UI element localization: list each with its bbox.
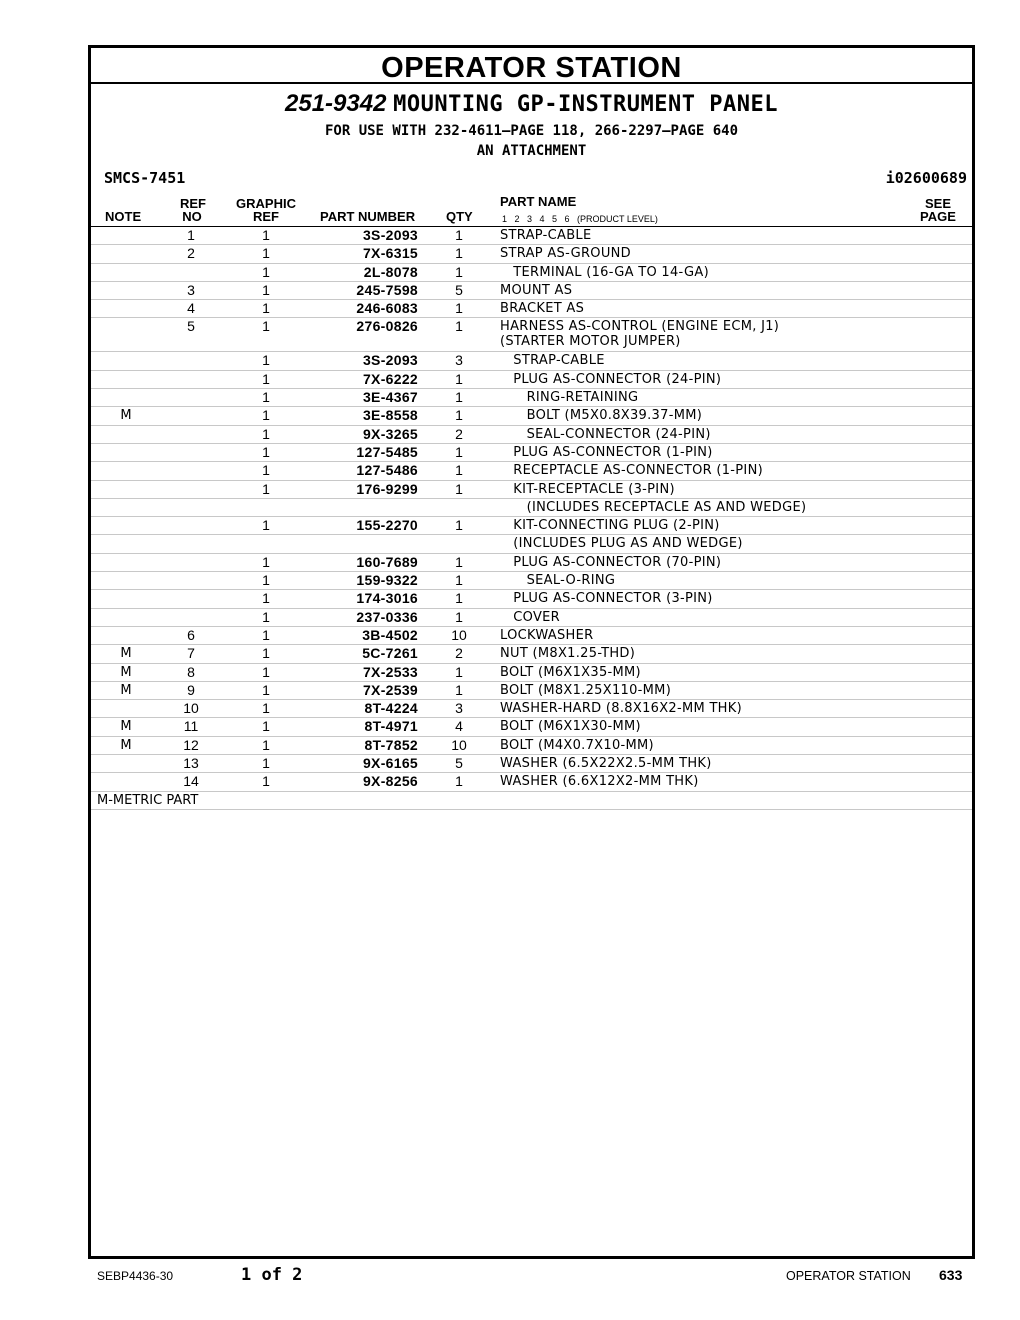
table-row bbox=[91, 444, 972, 462]
qty-cell: 3 bbox=[455, 352, 463, 369]
part-name-cell: BOLT (M6X1X30-MM) bbox=[500, 719, 641, 735]
ref-no-cell: 10 bbox=[183, 700, 199, 717]
col-graphic-top: GRAPHIC bbox=[236, 196, 296, 211]
table-row bbox=[91, 682, 972, 700]
table-row bbox=[91, 755, 972, 773]
table-row bbox=[91, 517, 972, 535]
qty-cell: 1 bbox=[455, 263, 463, 280]
ref-no-cell: 13 bbox=[183, 755, 199, 772]
part-number-cell: 155-2270 bbox=[356, 517, 418, 534]
graphic-ref-cell: 1 bbox=[262, 718, 270, 735]
part-name-cell: PLUG AS-CONNECTOR (1-PIN) bbox=[500, 444, 713, 460]
part-name-cell: SEAL-O-RING bbox=[500, 573, 616, 589]
note-cell: M bbox=[120, 682, 132, 698]
qty-cell: 3 bbox=[455, 700, 463, 717]
qty-cell: 1 bbox=[455, 462, 463, 479]
table-row bbox=[91, 627, 972, 645]
part-name-cell: WASHER-HARD (8.8X16X2-MM THK) bbox=[500, 701, 742, 717]
part-number-cell: 160-7689 bbox=[356, 553, 418, 570]
part-number-cell: 3E-8558 bbox=[362, 407, 418, 424]
table-row bbox=[91, 499, 972, 517]
qty-cell: 1 bbox=[455, 370, 463, 387]
part-name-cell: NUT (M8X1.25-THD) bbox=[500, 646, 636, 662]
part-name-cell: (INCLUDES RECEPTACLE AS AND WEDGE) bbox=[500, 499, 807, 515]
doc-id: SEBP4436-30 bbox=[97, 1269, 174, 1283]
part-number-cell: 7X-6315 bbox=[362, 245, 418, 262]
part-number-cell: 7X-2533 bbox=[362, 663, 418, 680]
graphic-ref-cell: 1 bbox=[262, 773, 270, 790]
table-row bbox=[91, 572, 972, 590]
table-row bbox=[91, 300, 972, 318]
part-name-continuation: (STARTER MOTOR JUMPER) bbox=[500, 334, 681, 350]
qty-cell: 1 bbox=[455, 480, 463, 497]
part-number-cell: 3S-2093 bbox=[362, 227, 418, 243]
ref-no-cell: 3 bbox=[187, 281, 195, 298]
parts-list-frame bbox=[88, 45, 975, 1259]
footer-section-name: OPERATOR STATION bbox=[786, 1269, 911, 1283]
table-row bbox=[91, 264, 972, 282]
table-row bbox=[91, 590, 972, 608]
graphic-ref-cell: 1 bbox=[262, 626, 270, 643]
part-name-cell: PLUG AS-CONNECTOR (70-PIN) bbox=[500, 554, 722, 570]
table-row bbox=[91, 371, 972, 389]
part-number-cell: 8T-4224 bbox=[364, 700, 418, 717]
graphic-ref-cell: 1 bbox=[262, 480, 270, 497]
note-cell: M bbox=[120, 646, 132, 662]
page-count: 1 of 2 bbox=[241, 1265, 303, 1285]
part-name-cell: HARNESS AS-CONTROL (ENGINE ECM, J1) bbox=[500, 319, 780, 335]
part-name-cell: PLUG AS-CONNECTOR (3-PIN) bbox=[500, 591, 713, 607]
graphic-ref-cell: 1 bbox=[262, 681, 270, 698]
graphic-ref-cell: 1 bbox=[262, 590, 270, 607]
part-number-cell: 159-9322 bbox=[356, 572, 418, 589]
group-name: MOUNTING GP-INSTRUMENT PANEL bbox=[393, 92, 778, 117]
part-number-cell: 5C-7261 bbox=[362, 645, 418, 662]
part-name-cell: BOLT (M6X1X35-MM) bbox=[500, 664, 641, 680]
qty-cell: 1 bbox=[455, 227, 463, 243]
qty-cell: 2 bbox=[455, 425, 463, 442]
smcs-code: SMCS-7451 bbox=[104, 169, 186, 187]
table-row bbox=[91, 535, 972, 553]
part-number-cell: 176-9299 bbox=[356, 480, 418, 497]
part-name-cell: KIT-CONNECTING PLUG (2-PIN) bbox=[500, 518, 720, 534]
part-number-cell: 3B-4502 bbox=[362, 626, 418, 643]
part-number-cell: 246-6083 bbox=[356, 300, 418, 317]
part-name-cell: STRAP-CABLE bbox=[500, 353, 605, 369]
table-row bbox=[91, 718, 972, 736]
table-row bbox=[91, 645, 972, 663]
qty-cell: 1 bbox=[455, 389, 463, 406]
qty-cell: 1 bbox=[455, 318, 463, 335]
table-row bbox=[91, 481, 972, 499]
part-name-cell: BRACKET AS bbox=[500, 301, 585, 317]
graphic-ref-cell: 1 bbox=[262, 227, 270, 243]
page-number: 633 bbox=[939, 1267, 963, 1283]
part-name-cell: LOCKWASHER bbox=[500, 627, 594, 643]
graphic-ref-cell: 1 bbox=[262, 407, 270, 424]
ref-no-cell: 1 bbox=[187, 227, 195, 243]
illustration-ref: i02600689 bbox=[885, 169, 967, 187]
qty-cell: 4 bbox=[455, 718, 463, 735]
ref-no-cell: 11 bbox=[183, 718, 199, 735]
graphic-ref-cell: 1 bbox=[262, 462, 270, 479]
part-name-cell: SEAL-CONNECTOR (24-PIN) bbox=[500, 426, 711, 442]
part-number-cell: 127-5486 bbox=[356, 462, 418, 479]
part-name-cell: WASHER (6.5X22X2.5-MM THK) bbox=[500, 756, 712, 772]
graphic-ref-cell: 1 bbox=[262, 245, 270, 262]
part-name-cell: BOLT (M4X0.7X10-MM) bbox=[500, 737, 654, 753]
part-number-cell: 2L-8078 bbox=[363, 263, 418, 280]
graphic-ref-cell: 1 bbox=[262, 608, 270, 625]
qty-cell: 1 bbox=[455, 245, 463, 262]
part-number-cell: 276-0826 bbox=[356, 318, 418, 335]
col-part-number: PART NUMBER bbox=[320, 209, 416, 224]
graphic-ref-cell: 1 bbox=[262, 645, 270, 662]
note-cell: M bbox=[120, 664, 132, 680]
metric-footnote: M-METRIC PART bbox=[91, 792, 972, 810]
graphic-ref-cell: 1 bbox=[262, 553, 270, 570]
parts-table-body bbox=[91, 227, 972, 810]
qty-cell: 1 bbox=[455, 553, 463, 570]
part-name-cell: STRAP-CABLE bbox=[500, 228, 592, 243]
part-number-cell: 237-0336 bbox=[356, 608, 418, 625]
table-row bbox=[91, 737, 972, 755]
table-row bbox=[91, 389, 972, 407]
use-with-line: FOR USE WITH 232-4611—PAGE 118, 266-2297—PAGE 640 bbox=[324, 123, 738, 139]
graphic-ref-cell: 1 bbox=[262, 263, 270, 280]
ref-no-cell: 2 bbox=[187, 245, 195, 262]
part-name-cell: PLUG AS-CONNECTOR (24-PIN) bbox=[500, 371, 722, 387]
col-graphic-bottom: REF bbox=[253, 209, 279, 224]
col-note: NOTE bbox=[105, 209, 142, 224]
table-row bbox=[91, 773, 972, 791]
col-see-top: SEE bbox=[924, 196, 951, 211]
qty-cell: 10 bbox=[451, 736, 467, 753]
col-qty: QTY bbox=[446, 209, 473, 224]
part-number-cell: 8T-7852 bbox=[364, 736, 418, 753]
note-cell: M bbox=[120, 737, 132, 753]
graphic-ref-cell: 1 bbox=[262, 281, 270, 298]
graphic-ref-cell: 1 bbox=[262, 443, 270, 460]
ref-no-cell: 14 bbox=[183, 773, 199, 790]
col-ref-bottom: NO bbox=[182, 209, 202, 224]
graphic-ref-cell: 1 bbox=[262, 370, 270, 387]
attachment-line: AN ATTACHMENT bbox=[476, 143, 587, 159]
part-name-cell: STRAP AS-GROUND bbox=[500, 246, 631, 262]
graphic-ref-cell: 1 bbox=[262, 300, 270, 317]
graphic-ref-cell: 1 bbox=[262, 318, 270, 335]
part-number-cell: 8T-4971 bbox=[364, 718, 418, 735]
graphic-ref-cell: 1 bbox=[262, 389, 270, 406]
part-name-cell: RING-RETAINING bbox=[500, 390, 639, 406]
graphic-ref-cell: 1 bbox=[262, 736, 270, 753]
group-heading bbox=[91, 90, 972, 118]
ref-no-cell: 9 bbox=[187, 681, 195, 698]
ref-no-cell: 7 bbox=[187, 645, 195, 662]
section-title: OPERATOR STATION bbox=[91, 48, 972, 84]
qty-cell: 1 bbox=[455, 608, 463, 625]
table-header bbox=[91, 193, 972, 227]
part-number-cell: 7X-6222 bbox=[362, 370, 418, 387]
table-row bbox=[91, 227, 972, 245]
table-row bbox=[91, 245, 972, 263]
graphic-ref-cell: 1 bbox=[262, 352, 270, 369]
graphic-ref-cell: 1 bbox=[262, 755, 270, 772]
part-name-cell: TERMINAL (16-GA TO 14-GA) bbox=[500, 264, 709, 280]
ref-no-cell: 4 bbox=[187, 300, 195, 317]
table-row bbox=[91, 700, 972, 718]
part-number-cell: 245-7598 bbox=[356, 281, 418, 298]
part-number-cell: 3S-2093 bbox=[362, 352, 418, 369]
table-row bbox=[91, 554, 972, 572]
note-cell: M bbox=[120, 408, 132, 424]
graphic-ref-cell: 1 bbox=[262, 517, 270, 534]
part-name-cell: BOLT (M8X1.25X110-MM) bbox=[500, 682, 672, 698]
part-number-cell: 3E-4367 bbox=[362, 389, 418, 406]
part-name-cell: COVER bbox=[500, 609, 561, 625]
col-ref-top: REF bbox=[180, 196, 206, 211]
part-number-cell: 9X-3265 bbox=[362, 425, 418, 442]
group-part-number: 251-9342 bbox=[285, 90, 387, 117]
qty-cell: 1 bbox=[455, 443, 463, 460]
col-part-name: PART NAME bbox=[500, 194, 577, 209]
table-row bbox=[91, 609, 972, 627]
qty-cell: 1 bbox=[455, 407, 463, 424]
table-row bbox=[91, 462, 972, 480]
part-number-cell: 9X-6165 bbox=[362, 755, 418, 772]
qty-cell: 5 bbox=[455, 281, 463, 298]
part-name-cell: (INCLUDES PLUG AS AND WEDGE) bbox=[500, 536, 743, 552]
part-number-cell: 9X-8256 bbox=[362, 773, 418, 790]
graphic-ref-cell: 1 bbox=[262, 572, 270, 589]
part-number-cell: 127-5485 bbox=[356, 443, 418, 460]
qty-cell: 1 bbox=[455, 572, 463, 589]
part-number-cell: 7X-2539 bbox=[362, 681, 418, 698]
col-product-levels: 1 2 3 4 5 6 (PRODUCT LEVEL) bbox=[502, 214, 658, 224]
qty-cell: 1 bbox=[455, 590, 463, 607]
ref-no-cell: 8 bbox=[187, 663, 195, 680]
table-row bbox=[91, 318, 972, 352]
table-row bbox=[91, 352, 972, 370]
part-number-cell: 174-3016 bbox=[356, 590, 418, 607]
table-row bbox=[91, 664, 972, 682]
table-row bbox=[91, 426, 972, 444]
table-row bbox=[91, 282, 972, 300]
qty-cell: 1 bbox=[455, 300, 463, 317]
part-name-cell: RECEPTACLE AS-CONNECTOR (1-PIN) bbox=[500, 463, 763, 479]
part-name-cell: MOUNT AS bbox=[500, 282, 573, 298]
qty-cell: 10 bbox=[451, 626, 467, 643]
part-name-cell: BOLT (M5X0.8X39.37-MM) bbox=[500, 408, 703, 424]
qty-cell: 2 bbox=[455, 645, 463, 662]
ref-no-cell: 12 bbox=[183, 736, 199, 753]
table-row bbox=[91, 407, 972, 425]
part-name-cell: WASHER (6.6X12X2-MM THK) bbox=[500, 774, 699, 790]
graphic-ref-cell: 1 bbox=[262, 663, 270, 680]
qty-cell: 1 bbox=[455, 773, 463, 790]
qty-cell: 1 bbox=[455, 517, 463, 534]
ref-no-cell: 6 bbox=[187, 626, 195, 643]
qty-cell: 1 bbox=[455, 681, 463, 698]
graphic-ref-cell: 1 bbox=[262, 700, 270, 717]
qty-cell: 5 bbox=[455, 755, 463, 772]
ref-no-cell: 5 bbox=[187, 318, 195, 335]
qty-cell: 1 bbox=[455, 663, 463, 680]
col-see-bottom: PAGE bbox=[920, 209, 956, 224]
graphic-ref-cell: 1 bbox=[262, 425, 270, 442]
part-name-cell: KIT-RECEPTACLE (3-PIN) bbox=[500, 481, 675, 497]
note-cell: M bbox=[120, 719, 132, 735]
